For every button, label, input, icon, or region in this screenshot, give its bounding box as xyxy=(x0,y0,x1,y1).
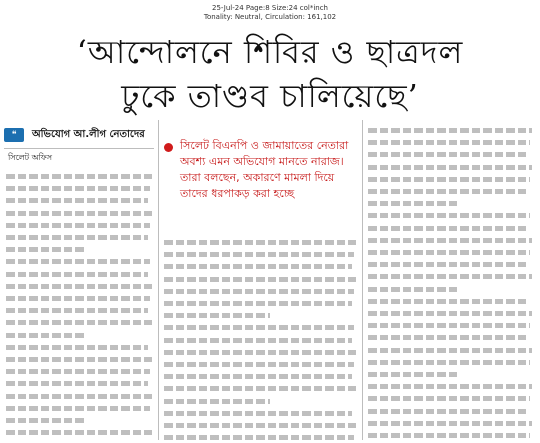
body-text-line xyxy=(6,243,86,255)
kicker-divider xyxy=(4,148,154,149)
byline: সিলেট অফিস xyxy=(8,153,52,162)
body-text-line xyxy=(368,246,530,258)
body-text-line xyxy=(164,285,354,297)
body-text-line xyxy=(164,431,354,443)
body-text-line xyxy=(164,260,352,272)
body-text-line xyxy=(6,316,152,328)
body-text-line xyxy=(6,194,148,206)
speech-bubble-icon: ❝ xyxy=(4,128,24,142)
body-text-line xyxy=(368,392,530,404)
body-text-line xyxy=(6,268,148,280)
kicker xyxy=(4,124,145,146)
body-text-line xyxy=(6,329,86,341)
body-text-line xyxy=(368,197,458,209)
body-text-line xyxy=(368,417,532,429)
body-text-line xyxy=(6,170,152,182)
body-text-line xyxy=(164,358,354,370)
body-text-line xyxy=(6,377,148,389)
body-text-line xyxy=(368,331,528,343)
body-text-line xyxy=(164,309,270,321)
body-text-line xyxy=(368,307,532,319)
body-text-line xyxy=(164,273,356,285)
body-text-line xyxy=(6,353,152,365)
body-text-line xyxy=(6,207,152,219)
body-text-line xyxy=(6,341,148,353)
body-text-line xyxy=(368,380,532,392)
body-text-line xyxy=(368,148,528,160)
body-text-line xyxy=(6,280,152,292)
body-text-line xyxy=(6,255,150,267)
headline-line-2: ঢুকে তাণ্ডব চালিয়েছে’ xyxy=(121,77,419,115)
body-text-line xyxy=(164,236,356,248)
body-text-line xyxy=(368,173,530,185)
meta-date-page: 25-Jul-24 Page:8 Size:24 col*inch xyxy=(211,4,328,12)
body-text-line xyxy=(164,419,356,431)
body-text-line xyxy=(368,319,530,331)
column-divider xyxy=(158,120,159,440)
body-text-line xyxy=(164,297,352,309)
body-text-line xyxy=(164,370,352,382)
body-text-line xyxy=(368,270,532,282)
body-text-line xyxy=(368,429,530,441)
pull-quote-text: সিলেট বিএনপি ও জামায়াতের নেতারা অবশ্য এমন অভিযোগ মানতে নারাজ। তারা বলছেন, অকারণে মামলা দিয়ে তাদের ধরপাকড় করা হচ্ছে xyxy=(180,139,349,200)
body-text-line xyxy=(164,334,352,346)
body-text-line xyxy=(368,405,528,417)
body-text-line xyxy=(164,346,356,358)
body-text-line xyxy=(368,185,528,197)
body-text-line xyxy=(164,407,352,419)
headline-line-1: ‘আন্দোলনে শিবির ও ছাত্রদল xyxy=(76,33,464,71)
body-text-line xyxy=(368,136,530,148)
body-text-line xyxy=(6,292,150,304)
body-text-line xyxy=(368,344,532,356)
body-text-line xyxy=(6,426,152,438)
body-text-line xyxy=(6,365,150,377)
body-text-line xyxy=(368,124,532,136)
body-text-line xyxy=(368,283,458,295)
body-text-line xyxy=(368,234,532,246)
body-text-line xyxy=(368,368,458,380)
body-text-line xyxy=(164,382,356,394)
body-text-line xyxy=(6,390,152,402)
body-text-line xyxy=(368,209,530,221)
body-text-line xyxy=(368,258,528,270)
body-text-line xyxy=(368,356,530,368)
column-divider xyxy=(362,120,363,440)
body-text-line xyxy=(164,395,270,407)
body-text-line xyxy=(6,304,148,316)
body-text-line xyxy=(368,222,528,234)
body-text-line xyxy=(6,231,148,243)
bullet-icon xyxy=(164,143,173,152)
body-text-line xyxy=(368,161,532,173)
body-text-line xyxy=(164,248,354,260)
body-text-line xyxy=(164,321,354,333)
kicker-label: অভিযোগ আ.লীগ নেতাদের xyxy=(32,128,145,140)
body-text-line xyxy=(6,414,86,426)
body-text-line xyxy=(368,295,528,307)
meta-tonality: Tonality: Neutral, Circulation: 161,102 xyxy=(203,13,337,21)
body-text-line xyxy=(6,402,150,414)
body-text-line xyxy=(6,219,150,231)
body-text-line xyxy=(6,182,150,194)
